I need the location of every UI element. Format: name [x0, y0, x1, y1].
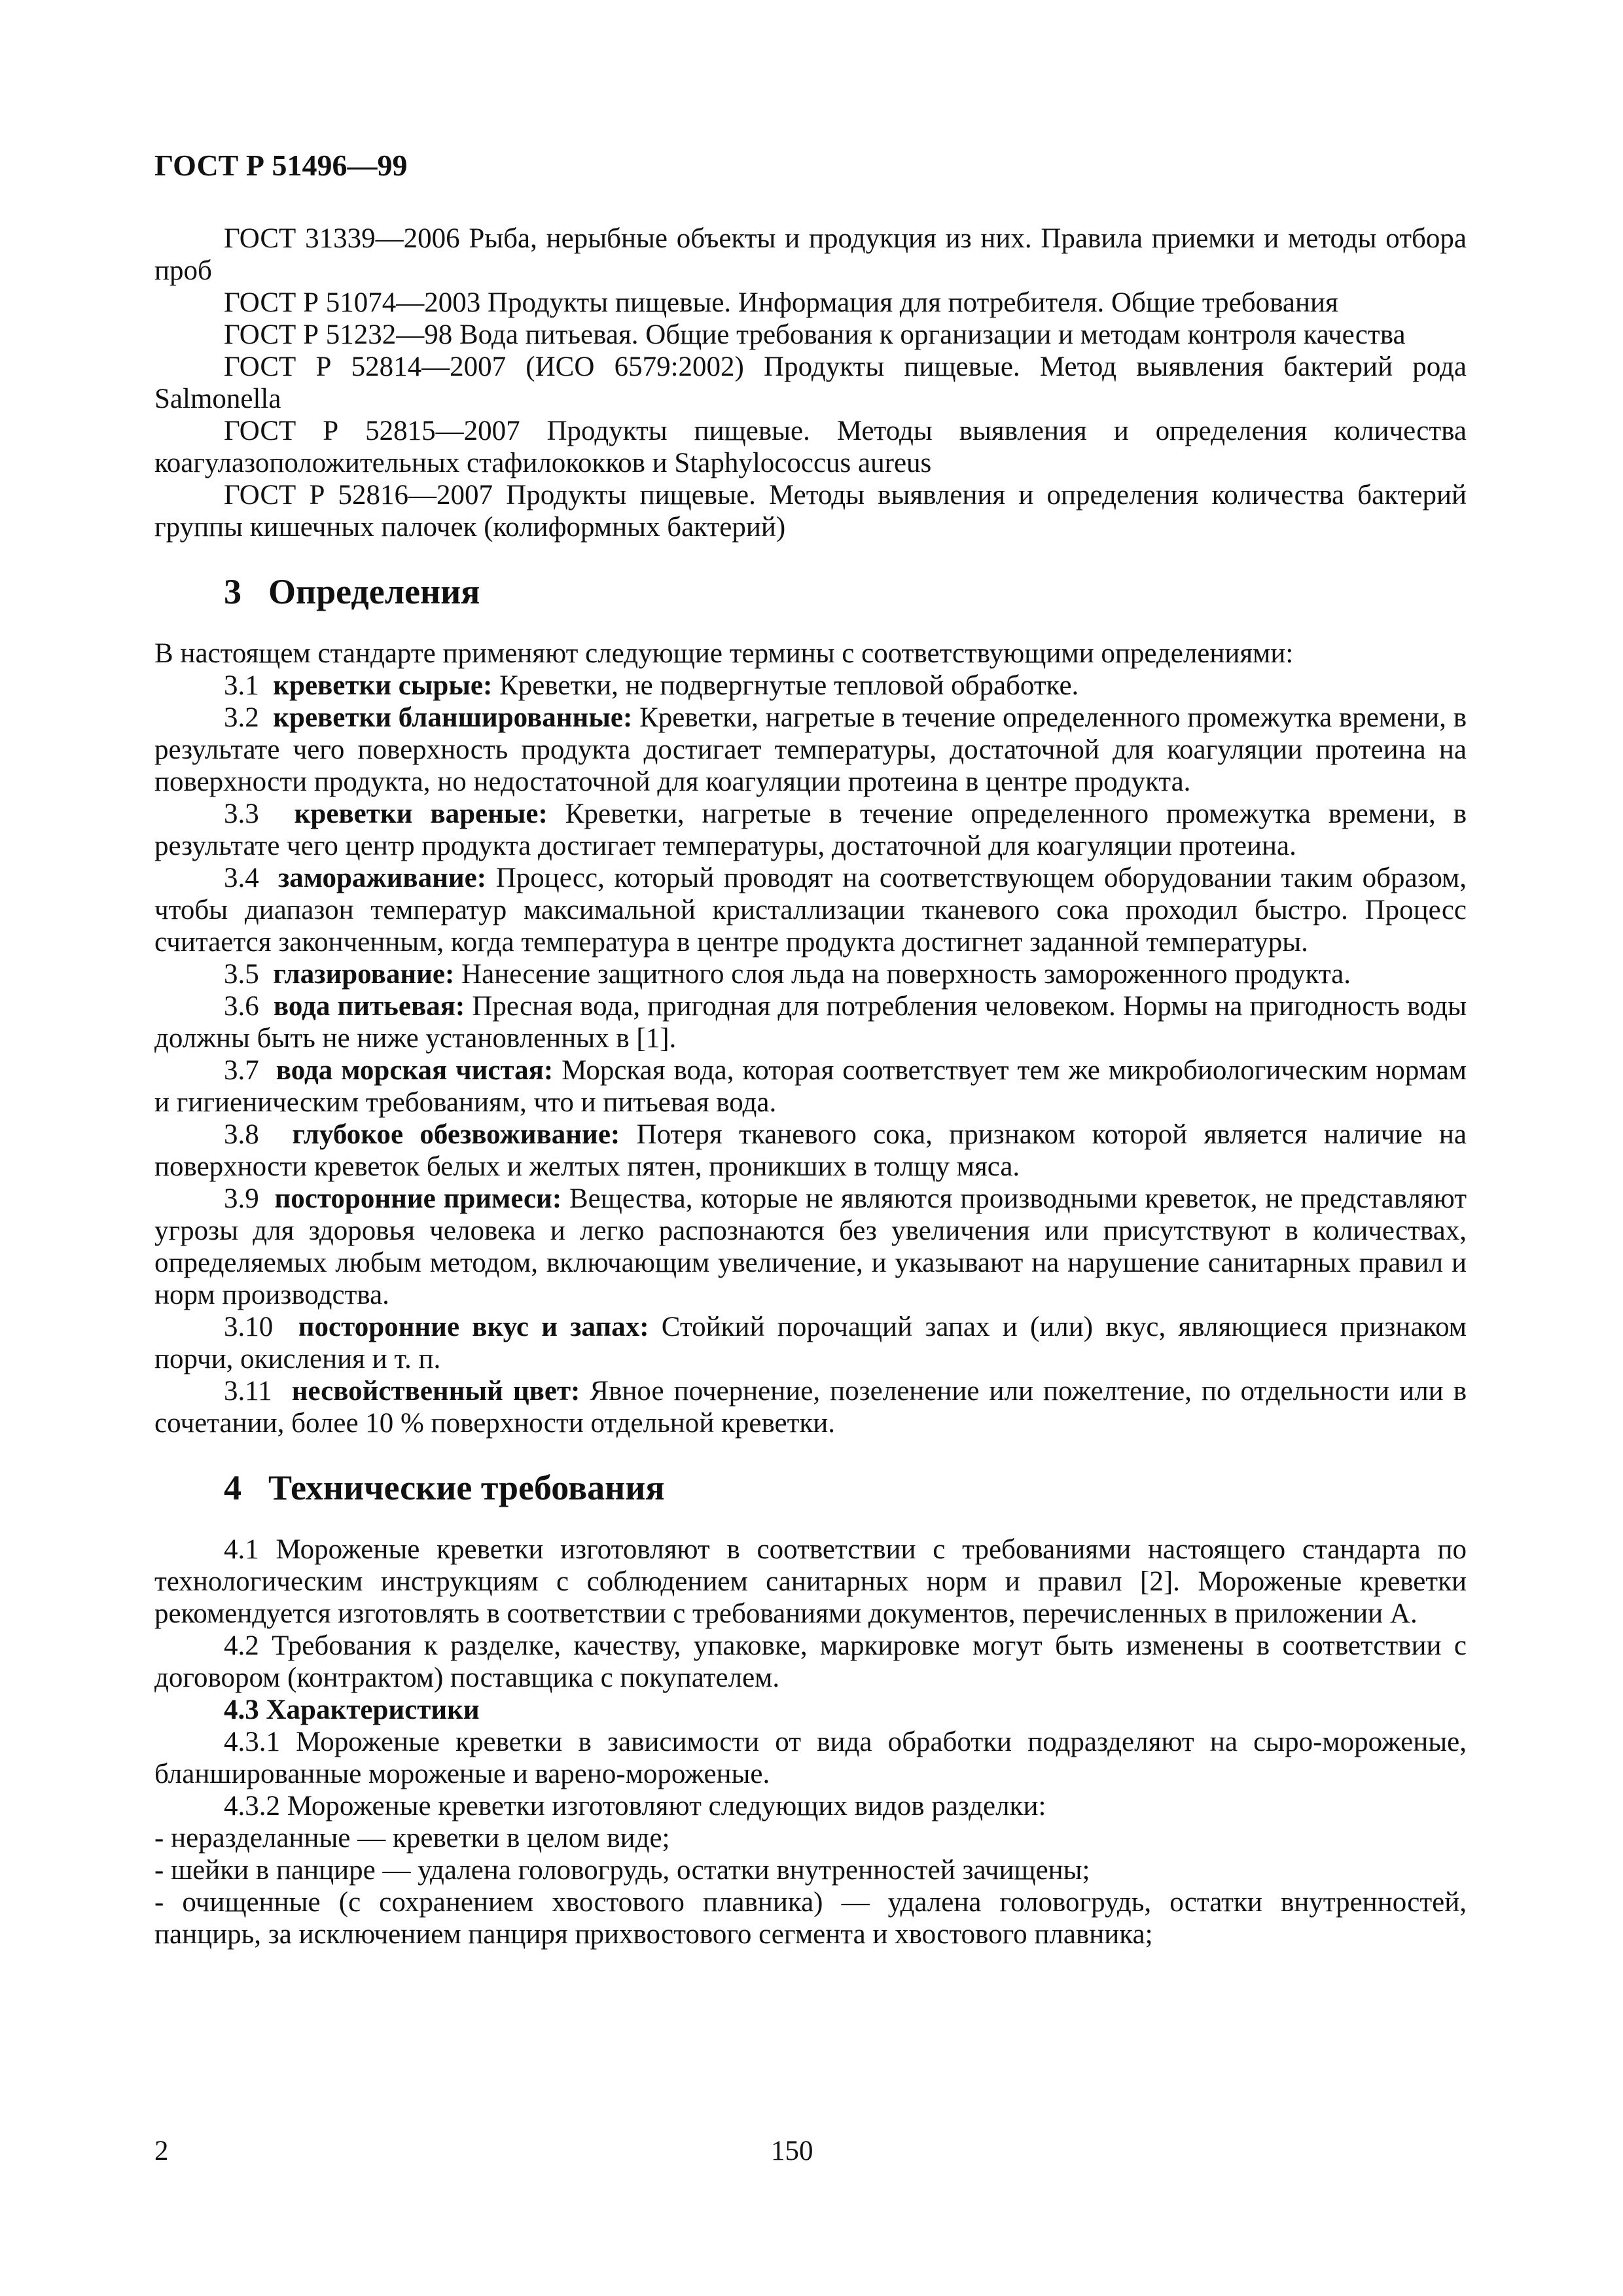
reference-item: ГОСТ Р 52816—2007 Продукты пищевые. Методы выявления и определения количества бактерий группы кишечных палочек (колиформных бактерий) — [154, 480, 1467, 543]
definition: Креветки, не подвергнутые тепловой обработке. — [492, 670, 1079, 701]
clause-number: 3.5 — [224, 959, 259, 990]
definition: Креветки, нагретые в течение определенного промежутка времени, в результате чего центр продукта достигает температуры, достаточной для коагуляции протеина. — [154, 798, 1467, 861]
term: глазирование: — [273, 959, 455, 990]
term: несвойственный цвет: — [291, 1376, 580, 1407]
definition: Креветки, нагретые в течение определенного промежутка времени, в результате чего поверхность продукта достигает температуры, достаточной для коагуляции протеина на поверхности продукта, но недостаточной для коагуляции протеина в центре продукта. — [154, 702, 1467, 797]
section-title: Технические требования — [268, 1468, 665, 1507]
definition: Явное почернение, позеленение или пожелтение, по отдельности или в сочетании, более 10 % поверхности отдельной креветки. — [154, 1376, 1467, 1439]
reference-item: ГОСТ Р 52814—2007 (ИСО 6579:2002) Продукты пищевые. Метод выявления бактерий рода Salmonella — [154, 351, 1467, 414]
term: креветки бланшированные: — [273, 702, 633, 733]
section-3-heading — [224, 572, 1467, 611]
definition-item — [154, 1183, 1467, 1311]
definition-item — [154, 798, 1467, 862]
term: посторонние вкус и запах: — [298, 1312, 649, 1342]
reference-item: ГОСТ Р 52815—2007 Продукты пищевые. Методы выявления и определения количества коагулазоположительных стафилококков и Staphylococcus aureus — [154, 416, 1467, 478]
clause-number: 3.6 — [224, 991, 259, 1022]
clause-number: 3.4 — [224, 863, 259, 893]
definition-item — [154, 958, 1467, 990]
page-number-center: 150 — [771, 2136, 813, 2166]
clause-4-3-1: 4.3.1 Мороженые креветки в зависимости от вида обработки подразделяют на сыро-мороженые, бланшированные мороженые и варено-мороженые. — [154, 1727, 1467, 1789]
clause-number: 3.7 — [224, 1055, 259, 1086]
term: вода морская чистая: — [276, 1055, 554, 1086]
definition-item — [154, 702, 1467, 798]
document-header: ГОСТ Р 51496—99 — [154, 149, 408, 182]
clause-4-2: 4.2 Требования к разделке, качеству, упаковке, маркировке могут быть изменены в соответствии с договором (контрактом) поставщика с покупателем. — [154, 1630, 1467, 1693]
normative-references — [154, 223, 1467, 543]
list-item: - очищенные (с сохранением хвостового плавника) — удалена головогрудь, остатки внутренностей, панцирь, за исключением панциря прихвостового сегмента и хвостового плавника; — [154, 1887, 1467, 1950]
clause-number: 3.2 — [224, 702, 259, 733]
definitions-list — [154, 670, 1467, 1439]
definition: Процесс, который проводят на соответствующем оборудовании таким образом, чтобы диапазон температур максимальной кристаллизации тканевого сока проходил быстро. Процесс считается законченным, когда температура в центре продукта достигнет заданной температуры. — [154, 863, 1467, 958]
definitions-intro: В настоящем стандарте применяют следующие термины с соответствующими определениями: — [154, 638, 1294, 669]
reference-item: ГОСТ Р 51232—98 Вода питьевая. Общие требования к организации и методам контроля качества — [224, 319, 1406, 350]
definition: Потеря тканевого сока, признаком которой является наличие на поверхности креветок белых и желтых пятен, проникших в толщу мяса. — [154, 1119, 1467, 1182]
term: замораживание: — [278, 863, 487, 893]
term: глубокое обезвоживание: — [292, 1119, 620, 1150]
clause-number: 3.3 — [224, 798, 259, 829]
section-4-heading — [224, 1468, 1467, 1507]
section-number: 4 — [224, 1468, 241, 1507]
definition: Нанесение защитного слоя льда на поверхность замороженного продукта. — [454, 959, 1351, 990]
section-title: Определения — [268, 572, 480, 611]
definition: Морская вода, которая соответствует тем же микробиологическим нормам и гигиеническим требованиям, что и питьевая вода. — [154, 1055, 1467, 1118]
clause-number: 3.1 — [224, 670, 259, 701]
definition-item — [154, 862, 1467, 958]
reference-item: ГОСТ 31339—2006 Рыба, нерыбные объекты и продукция из них. Правила приемки и методы отбора проб — [154, 223, 1467, 286]
definition-item — [154, 1119, 1467, 1183]
reference-item: ГОСТ Р 51074—2003 Продукты пищевые. Информация для потребителя. Общие требования — [224, 287, 1338, 318]
list-item: - неразделанные — креветки в целом виде; — [154, 1823, 670, 1854]
clause-number: 3.10 — [224, 1312, 274, 1342]
document-body — [154, 223, 1467, 1950]
clause-4-1: 4.1 Мороженые креветки изготовляют в соответствии с требованиями настоящего стандарта по технологическим инструкциям с соблюдением санитарных норм и правил [2]. Мороженые креветки рекомендуется изготовлять в соответствии с требованиями документов, перечисленных в приложении А. — [154, 1534, 1467, 1629]
clause-number: 3.11 — [224, 1376, 272, 1407]
clause-4-3-2: 4.3.2 Мороженые креветки изготовляют следующих видов разделки: — [224, 1791, 1046, 1821]
definition: Вещества, которые не являются производными креветок, не представляют угрозы для здоровья человека и легко распознаются без увеличения или присутствуют в количествах, определяемых любым методом, включающим увеличение, и указывают на нарушение санитарных правил и норм производства. — [154, 1183, 1467, 1310]
definition-item — [154, 990, 1467, 1054]
subsection-4-3-heading: 4.3 Характеристики — [224, 1695, 480, 1725]
term: креветки вареные: — [294, 798, 548, 829]
page-number-left: 2 — [154, 2136, 169, 2166]
definition-item — [154, 1311, 1467, 1375]
definition: Стойкий порочащий запах и (или) вкус, являющиеся признаком порчи, окисления и т. п. — [154, 1312, 1467, 1374]
term: посторонние примеси: — [274, 1183, 562, 1214]
term: вода питьевая: — [273, 991, 465, 1022]
definition-item — [154, 1054, 1467, 1119]
list-item: - шейки в панцире — удалена головогрудь, остатки внутренностей зачищены; — [154, 1855, 1090, 1886]
clause-number: 3.9 — [224, 1183, 259, 1214]
definition-item — [154, 670, 1467, 702]
definition-item — [154, 1375, 1467, 1439]
section-number: 3 — [224, 572, 241, 611]
definition: Пресная вода, пригодная для потребления человеком. Нормы на пригодность воды должны быть не ниже установленных в [1]. — [154, 991, 1467, 1054]
term: креветки сырые: — [273, 670, 493, 701]
clause-number: 3.8 — [224, 1119, 259, 1150]
